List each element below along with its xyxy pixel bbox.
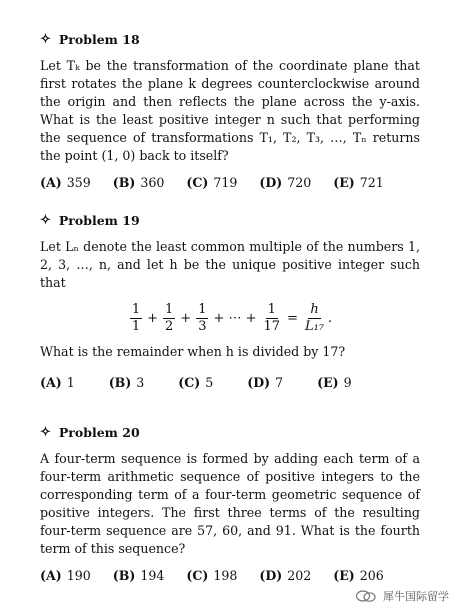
choice-c: (C) 5 [178,375,214,390]
problem-18-choices [40,175,420,190]
choice-e: (E) 721 [333,175,384,190]
fraction: $\frac{1}{17}$ [263,302,281,334]
watermark [355,588,449,604]
wechat-icon [355,589,377,603]
problem-20 [40,425,420,583]
choice-b: (B) 194 [112,568,165,583]
choice-d: (D) 7 [247,375,284,390]
choice-e: (E) 9 [317,375,352,390]
choice-a: (A) 190 [40,568,91,583]
watermark-text: 犀牛国际留学 [383,590,449,603]
choice-a: (A) 359 [40,175,91,190]
choice-b: (B) 3 [108,375,145,390]
problem-20-heading [40,425,420,440]
problem-19-title: Problem 19 [58,213,140,228]
choice-d: (D) 202 [259,568,312,583]
problem-19 [40,213,420,390]
choice-a: (A) 1 [40,375,75,390]
problem-18-text: Let Tₖ be the transformation of the coordinate plane that first rotates the plane k degrees counterclockwise around the origin and then reflects the plane across the y-axis. What is the least positive integer n such that performing the sequence of transformations T₁, T₂, T₃, …, Tₙ returns the point (1, 0) back to itself? [40,58,420,163]
choice-b: (B) 360 [112,175,165,190]
fraction: $\frac{1}{1}$ [131,302,141,334]
fraction: $\frac{h}{\text{L₁₇}}$ [304,302,325,334]
problem-18-heading [40,32,420,47]
problem-18 [40,32,420,190]
fraction: $\frac{1}{2}$ [165,302,174,334]
harmonic-equation: $\frac{1}{1}$ + $\frac{1}{2}$ + $\frac{1}{3}$ + ⋯ + $\frac{1}{17}$ = $\frac{h}{\text{L₁₇}}$ . [131,302,333,334]
diamond-star-icon: ✧ [40,213,51,228]
choice-d: (D) 720 [259,175,312,190]
choice-e: (E) 206 [333,568,384,583]
diamond-star-icon: ✧ [40,32,51,47]
problem-19-question: What is the remainder when h is divided by 17? [40,344,346,359]
fraction: $\frac{1}{3}$ [198,302,207,334]
problem-18-title: Problem 18 [58,32,140,47]
problem-20-text: A four-term sequence is formed by adding each term of a four-term arithmetic sequence of positive integers to the corresponding term of a four-term geometric sequence of positive integers. The first three terms of the resulting four-term sequence are 57, 60, and 91. What is the fourth term of this sequence? [40,451,420,556]
choice-c: (C) 198 [186,568,238,583]
problem-19-text: Let Lₙ denote the least common multiple of the numbers 1, 2, 3, …, n, and let h be the unique positive integer such that [40,239,420,290]
diamond-star-icon: ✧ [40,425,51,440]
problem-20-choices [40,568,420,583]
problem-19-choices [40,375,420,390]
problem-19-heading [40,213,420,228]
choice-c: (C) 719 [186,175,238,190]
ellipsis: + ⋯ + [213,311,257,326]
problem-20-title: Problem 20 [58,425,140,440]
